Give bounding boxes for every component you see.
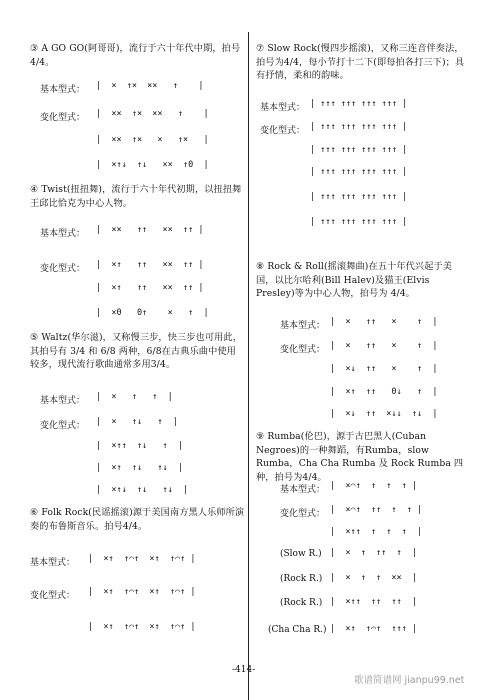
section-9-text: ⑨ Rumba(伦巴)，源于古巴黑人(Cuban Negroes)的一种舞蹈，有Rumba，slow Rumba，Cha Cha Rumba 及 Rock Rumba 四种，拍号为4/4。: [256, 431, 464, 483]
section-8-variant-row: | ×↑ ↑↑ 0↓ ↑ |: [330, 387, 438, 397]
section-8-variant-row: | ×↓ ↑↑ × ↑ |: [330, 364, 438, 374]
section-3-basic-row: | × ↑× ×× ↑ |: [96, 81, 204, 91]
section-9-sub-row: | × ↑ ↑↑ ↑ |: [330, 548, 417, 558]
section-3-basic-label: 基本型式：: [40, 85, 86, 95]
section-6-variant-label: 变化型式：: [30, 591, 76, 601]
section-7-variant-row: | ↑↑↑ ↑↑↑ ↑↑↑ ↑↑↑ |: [310, 145, 408, 155]
section-7-variant-row: | ↑↑↑ ↑↑↑ ↑↑↑ ↑↑↑ |: [310, 167, 408, 177]
watermark: 歌谱简谱网 jianpu99.net: [354, 675, 465, 686]
section-9-basic-row: | ×⌒↑ ↑ ↑ ↑ |: [330, 481, 417, 491]
section-6-text: ⑥ Folk Rock(民谣摇滚)源于美国南方黑人乐师所演奏的布鲁斯音乐。拍号4/4。: [30, 507, 245, 532]
page-number: -414-: [232, 665, 256, 675]
section-7-basic-label: 基本型式：: [260, 103, 306, 113]
section-5-variant-row: | ×↑↓ ↑↓ ↑↓ |: [96, 485, 189, 495]
section-4-variant-row: | ×0 0↑ × ↑ |: [96, 308, 209, 318]
section-4-text: ④ Twist(扭扭舞)，流行于六十年代初期，以扭扭舞王邱比恰克为中心人物。: [30, 184, 242, 209]
section-3-variant-label: 变化型式：: [40, 113, 86, 123]
section-8-variant-label: 变化型式：: [280, 345, 326, 355]
section-9-sub-label: (Rock R.): [280, 598, 323, 608]
section-9-variant-row: | ×↑↑ ↑ ↑ ↑ |: [330, 527, 423, 537]
section-4-basic-row: | ×× ↑↑ ×× ↑↑ |: [96, 225, 204, 235]
section-9-basic-label: 基本型式：: [280, 485, 326, 495]
section-6-basic-label: 基本型式：: [30, 558, 76, 568]
section-9-sub-row: | ×↑ ↑⌒↑ ↑↑↑ |: [330, 624, 417, 634]
section-9-sub-label: (Cha Cha R.): [268, 625, 327, 635]
section-8-variant-row: | ×↓ ↑↑ ×↓↓ ↑↓ |: [330, 409, 438, 419]
section-4-basic-label: 基本型式：: [40, 229, 86, 239]
section-5-basic-row: | × ↑ ↑ |: [96, 392, 173, 402]
section-5-basic-label: 基本型式：: [40, 396, 86, 406]
section-6-basic-row: | ×↑ ↑⌒↑ ×↑ ↑⌒↑ |: [88, 554, 196, 564]
section-3-variant-row: | ×× ↑× × ↑× |: [96, 135, 209, 145]
section-5-variant-label: 变化型式：: [40, 421, 86, 431]
section-5-text: ⑤ Waltz(华尔滋)，又称慢三步，快三步也可用此，其拍号有 3/4 和 6/8 两种，6/8在古典乐曲中使用较多，现代流行歌曲通常多用3/4。: [30, 332, 242, 370]
section-9-variant-label: 变化型式：: [280, 509, 326, 519]
section-7-variant-row: | ↑↑↑ ↑↑↑ ↑↑↑ ↑↑↑ |: [310, 217, 408, 227]
section-5-variant-row: | ×↑ ↑↓ ↑↓ |: [96, 463, 183, 473]
section-7-variant-row: | ↑↑↑ ↑↑↑ ↑↑↑ ↑↑↑ |: [310, 122, 408, 132]
section-6-variant-row: | ×↑ ↑⌒↑ ×↑ ↑⌒↑ |: [88, 622, 196, 632]
section-9-sub-label: (Rock R.): [280, 574, 323, 584]
section-8-variant-row: | × ↑↑ × ↑ |: [330, 341, 438, 351]
section-5-variant-row: | × ↑↓ ↑ |: [96, 417, 178, 427]
section-3-variant-row: | ×↑↓ ↑↓ ×× ↑0 |: [96, 160, 209, 170]
section-3-text: ③ A GO GO(阿哥哥)，流行于六十年代中期，拍号 4/4。: [30, 43, 241, 68]
section-9-sub-row: | × ↑ ↑ ×× |: [330, 573, 417, 583]
section-3-variant-row: | ×× ↑× ×× ↑ |: [96, 109, 209, 119]
section-7-variant-row: | ↑↑↑ ↑↑↑ ↑↑↑ ↑↑↑ |: [310, 192, 408, 202]
section-7-text: ⑦ Slow Rock(慢四步摇滚)，又称三连音伴奏法，拍号为4/4，每小节打十二下(即每拍各打三下)；具有抒情，柔和的韵味。: [256, 43, 465, 81]
section-9-sub-row: | ×↑↑ ↑↑ ↑↑ |: [330, 597, 417, 607]
section-4-variant-label: 变化型式：: [40, 264, 86, 274]
section-8-basic-label: 基本型式：: [280, 321, 326, 331]
section-4-variant-row: | ×↑ ↑↑ ×× ↑↑ |: [96, 283, 204, 293]
section-8-basic-row: | × ↑↑ × ↑ |: [330, 317, 438, 327]
section-4-variant-row: | ×↑ ↑↑ ×× ↑↑ |: [96, 260, 204, 270]
section-5-variant-row: | ×↑↑ ↑↓ ↑ |: [96, 441, 183, 451]
section-7-variant-label: 变化型式：: [260, 126, 306, 136]
section-6-variant-row: | ×↑ ↑⌒↑ ×↑ ↑⌒↑ |: [88, 587, 196, 597]
section-9-variant-row: | ×⌒↑ ↑↑ ↑ ↑ |: [330, 505, 423, 515]
section-8-text: ⑧ Rock & Roll(摇滚舞曲)在五十年代兴起于美国，以比尔哈利(Bill Halev)及猫王(Elvis Presley)等为中心人物，拍号为 4/4。: [256, 261, 453, 299]
section-7-basic-row: | ↑↑↑ ↑↑↑ ↑↑↑ ↑↑↑ |: [310, 99, 408, 109]
section-9-sub-label: (Slow R.): [280, 549, 322, 559]
